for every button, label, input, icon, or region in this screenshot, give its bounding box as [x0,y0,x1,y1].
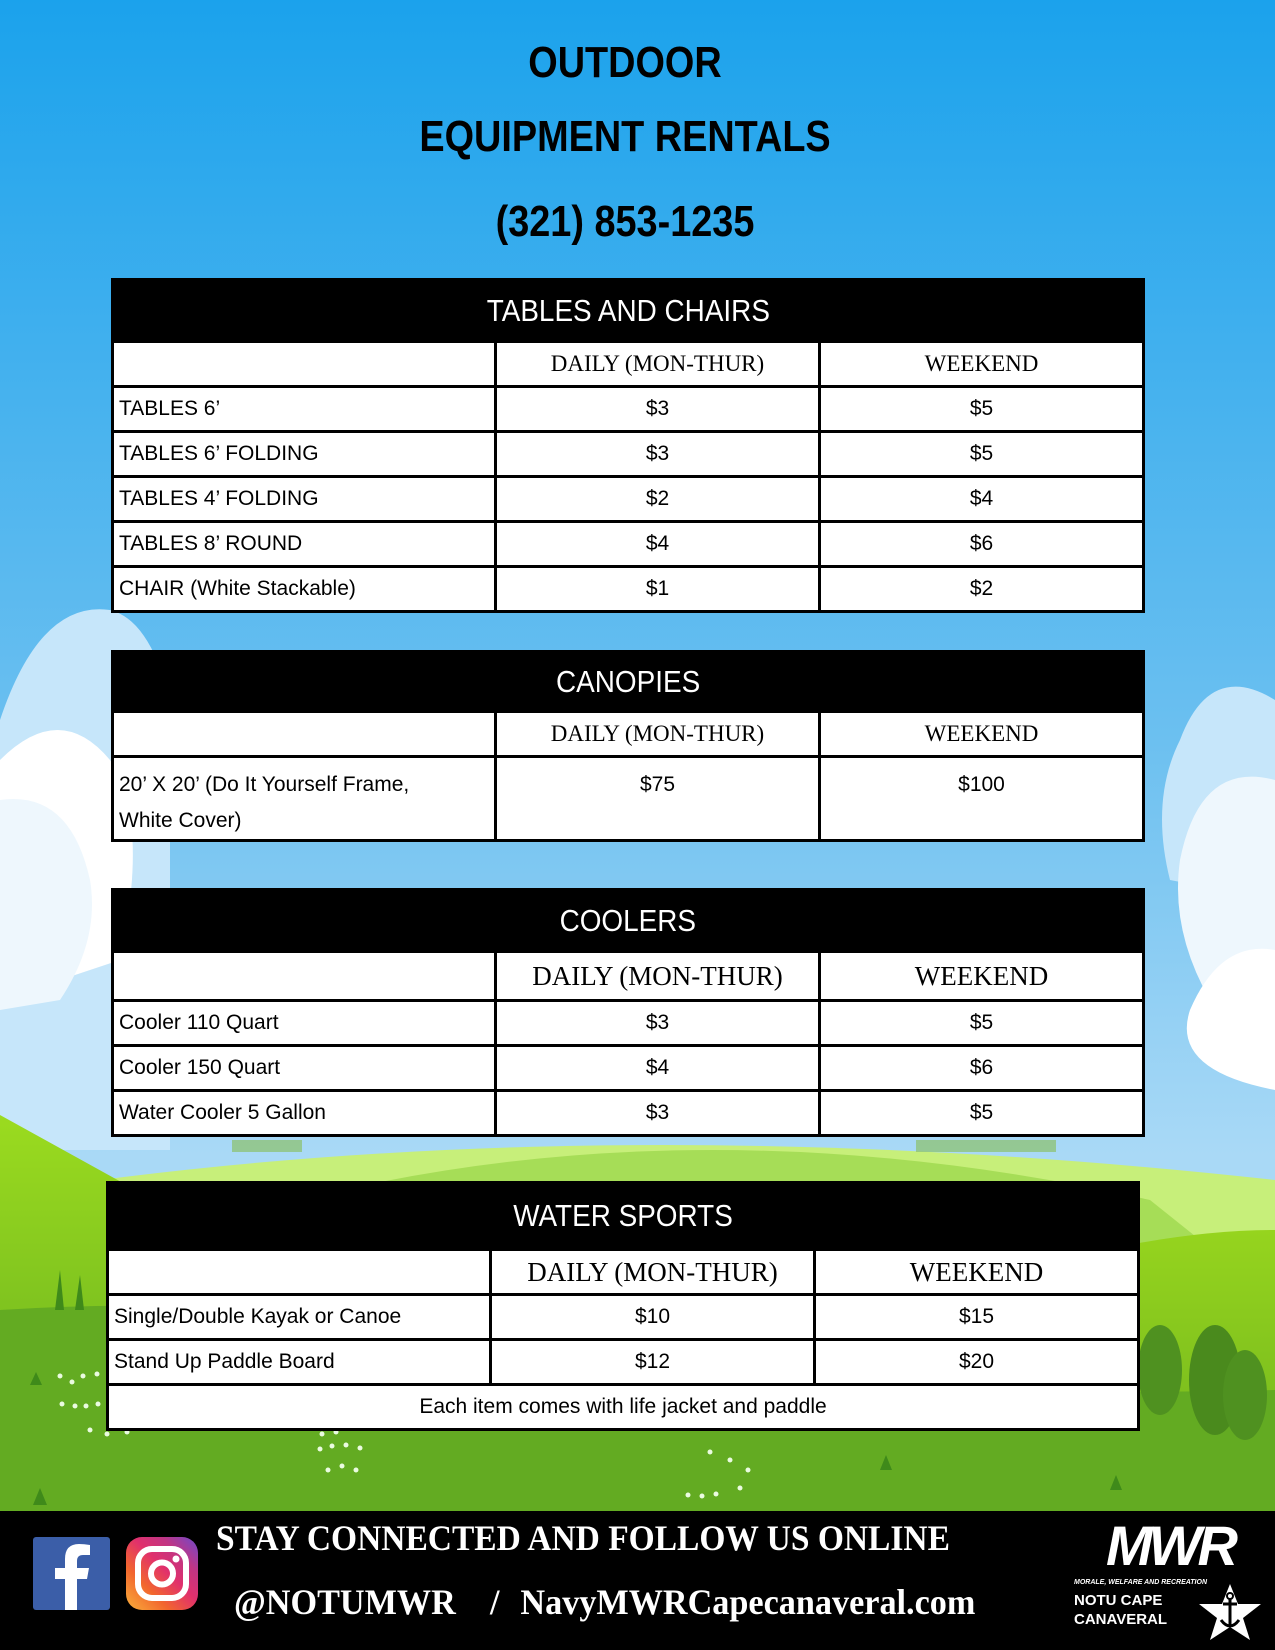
table-row [113,1001,1144,1046]
weekend-price: $5 [820,387,1144,432]
header-blank-cell [108,1250,491,1295]
weekend-price: $6 [820,522,1144,567]
item-name-line2: White Cover) [119,809,242,832]
table-row [108,1340,1139,1385]
item-name [113,757,496,841]
phone-number: (321) 853-1235 [495,197,755,246]
table-row [113,432,1144,477]
column-header-daily: DAILY (MON-THUR) [496,712,820,757]
title-line-equipment-rentals: EQUIPMENT RENTALS [419,112,831,161]
daily-price: $3 [496,387,820,432]
item-name: CHAIR (White Stackable) [113,567,496,612]
column-header-weekend: WEEKEND [820,952,1144,1001]
daily-price: $12 [491,1340,815,1385]
table-row [113,522,1144,567]
daily-price: $75 [496,757,820,841]
tables-chairs-table [111,278,1145,613]
table-row [113,567,1144,612]
logo-line2: CANAVERAL [1074,1611,1168,1628]
daily-price: $10 [491,1295,815,1340]
table-row [113,1046,1144,1091]
column-header-weekend: WEEKEND [815,1250,1139,1295]
link-separator: / [490,1582,500,1622]
facebook-icon[interactable] [33,1537,110,1610]
daily-price: $1 [496,567,820,612]
weekend-price: $6 [820,1046,1144,1091]
section-title-canopies: CANOPIES [113,652,1144,712]
water-sports-note: Each item comes with life jacket and paddle [108,1385,1139,1430]
item-name: Cooler 150 Quart [113,1046,496,1091]
table-row [113,757,1144,841]
section-title-coolers: COOLERS [113,890,1144,952]
coolers-table [111,888,1145,1137]
column-header-weekend: WEEKEND [820,342,1144,387]
instagram-icon[interactable] [126,1537,198,1610]
item-name-line1: 20’ X 20’ (Do It Yourself Frame, [119,773,410,796]
item-name: TABLES 6’ FOLDING [113,432,496,477]
header-blank-cell [113,712,496,757]
water-sports-table [106,1181,1140,1431]
table-row [113,1091,1144,1136]
title-line-outdoor: OUTDOOR [528,38,722,87]
daily-price: $4 [496,522,820,567]
weekend-price: $5 [820,432,1144,477]
column-header-daily: DAILY (MON-THUR) [496,952,820,1001]
weekend-price: $5 [820,1091,1144,1136]
section-title-tables-chairs: TABLES AND CHAIRS [113,280,1144,342]
daily-price: $3 [496,432,820,477]
item-name: TABLES 8’ ROUND [113,522,496,567]
daily-price: $4 [496,1046,820,1091]
item-name: TABLES 6’ [113,387,496,432]
section-title-water-sports: WATER SPORTS [108,1183,1139,1250]
item-name: Single/Double Kayak or Canoe [108,1295,491,1340]
logo-subtitle: MORALE, WELFARE AND RECREATION [1074,1579,1207,1586]
weekend-price: $5 [820,1001,1144,1046]
table-row [113,387,1144,432]
column-header-weekend: WEEKEND [820,712,1144,757]
table-row [113,477,1144,522]
item-name: TABLES 4’ FOLDING [113,477,496,522]
canopies-table [111,650,1145,842]
footer-tagline: STAY CONNECTED AND FOLLOW US ONLINE [216,1518,950,1558]
footer-links [234,1582,975,1622]
header-blank-cell [113,952,496,1001]
weekend-price: $100 [820,757,1144,841]
anchor-star-icon [1197,1582,1263,1642]
item-name: Cooler 110 Quart [113,1001,496,1046]
logo-mark: MWR [1106,1514,1234,1577]
table-row [108,1295,1139,1340]
daily-price: $3 [496,1001,820,1046]
weekend-price: $4 [820,477,1144,522]
weekend-price: $20 [815,1340,1139,1385]
website-link[interactable]: NavyMWRCapecanaveral.com [520,1582,976,1622]
header-blank-cell [113,342,496,387]
column-header-daily: DAILY (MON-THUR) [496,342,820,387]
daily-price: $3 [496,1091,820,1136]
logo-line1: NOTU CAPE [1074,1592,1163,1609]
mwr-logo [1072,1514,1267,1644]
column-header-daily: DAILY (MON-THUR) [491,1250,815,1295]
weekend-price: $15 [815,1295,1139,1340]
daily-price: $2 [496,477,820,522]
item-name: Stand Up Paddle Board [108,1340,491,1385]
item-name: Water Cooler 5 Gallon [113,1091,496,1136]
social-handle-link[interactable]: @NOTUMWR [234,1582,456,1622]
weekend-price: $2 [820,567,1144,612]
